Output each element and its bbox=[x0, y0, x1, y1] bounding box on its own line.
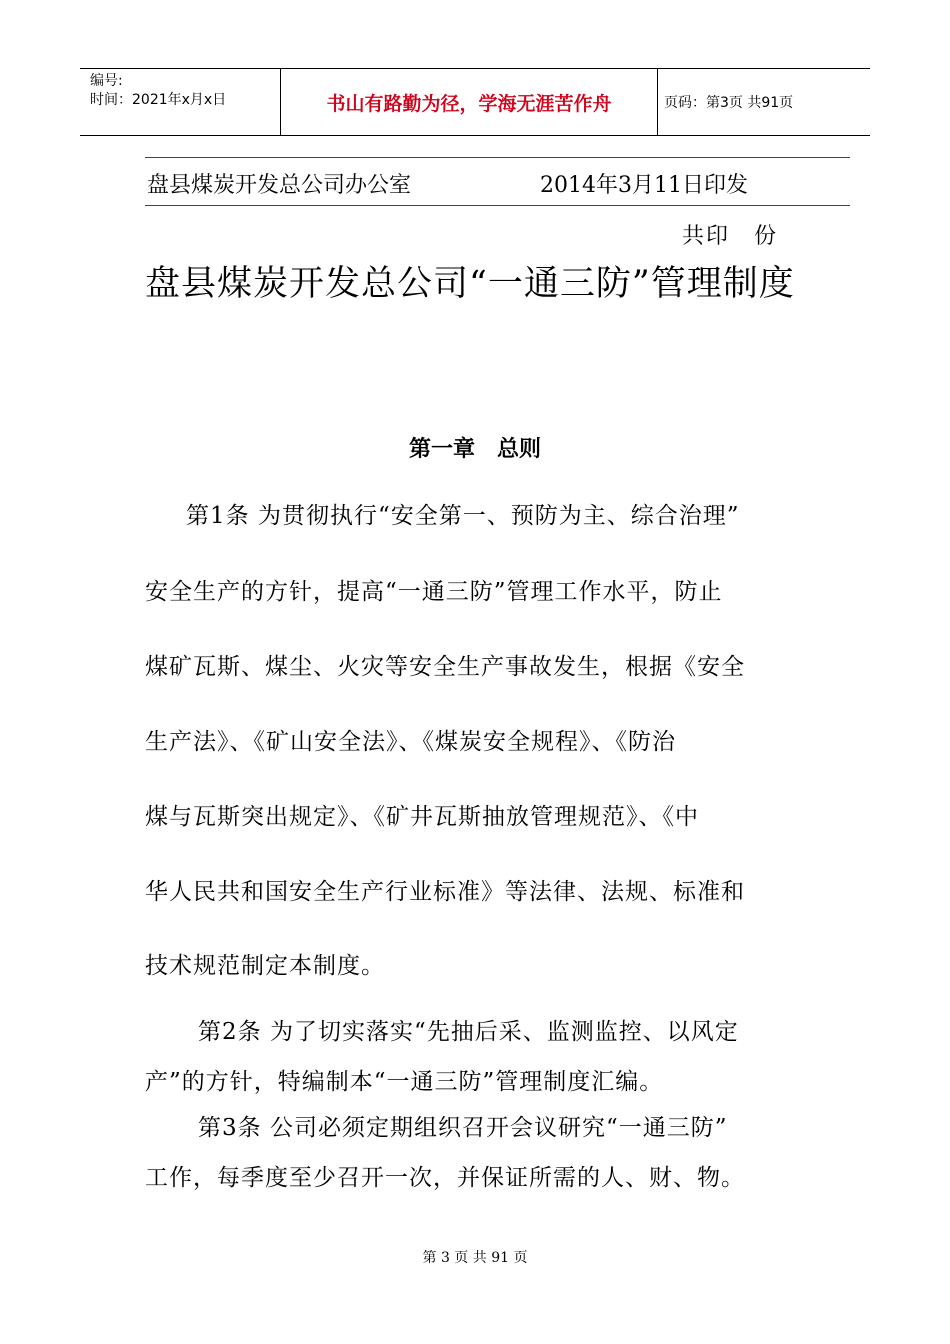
body-line: 华人民共和国安全生产行业标准》等法律、法规、标准和 bbox=[145, 879, 745, 905]
document-title: 盘县煤炭开发总公司“一通三防”管理制度 bbox=[145, 264, 795, 304]
body-line: 工作，每季度至少召开一次，并保证所需的人、财、物。 bbox=[145, 1165, 745, 1191]
copies-count: 共印 份 bbox=[682, 224, 779, 249]
number-label: 编号: bbox=[90, 73, 123, 89]
motto: 书山有路勤为径，学海无涯苦作舟 bbox=[326, 92, 612, 115]
body-line: 技术规范制定本制度。 bbox=[145, 953, 385, 979]
issuance-top-rule bbox=[145, 157, 850, 158]
body-line: 第3条 公司必须定期组织召开会议研究“一通三防” bbox=[198, 1115, 728, 1141]
header-table bbox=[80, 68, 870, 136]
issuer: 盘县煤炭开发总公司办公室 bbox=[147, 173, 412, 198]
body-line: 第2条 为了切实落实“先抽后采、监测监控、以风定 bbox=[198, 1019, 739, 1045]
issue-date: 2014年3月11日印发 bbox=[540, 173, 748, 198]
body-line: 产”的方针，特编制本“一通三防”管理制度汇编。 bbox=[145, 1069, 664, 1095]
body-line: 第1条 为贯彻执行“安全第一、预防为主、综合治理” bbox=[186, 503, 740, 529]
body-line: 生产法》、《矿山安全法》、《煤炭安全规程》、《防治 bbox=[145, 729, 676, 755]
body-line: 煤矿瓦斯、煤尘、火灾等安全生产事故发生，根据《安全 bbox=[145, 654, 745, 680]
page-footer: 第 3 页 共 91 页 bbox=[422, 1250, 528, 1266]
body-line: 安全生产的方针，提高“一通三防”管理工作水平，防止 bbox=[145, 579, 723, 605]
issuance-bottom-rule bbox=[145, 205, 850, 206]
chapter-heading: 第一章 总则 bbox=[408, 437, 541, 462]
header-meta bbox=[90, 72, 226, 110]
body-line: 煤与瓦斯突出规定》、《矿井瓦斯抽放管理规范》、《中 bbox=[145, 804, 699, 830]
page-info: 页码：第3页 共91页 bbox=[664, 95, 794, 111]
time-label: 时间：2021年x月x日 bbox=[90, 92, 227, 108]
